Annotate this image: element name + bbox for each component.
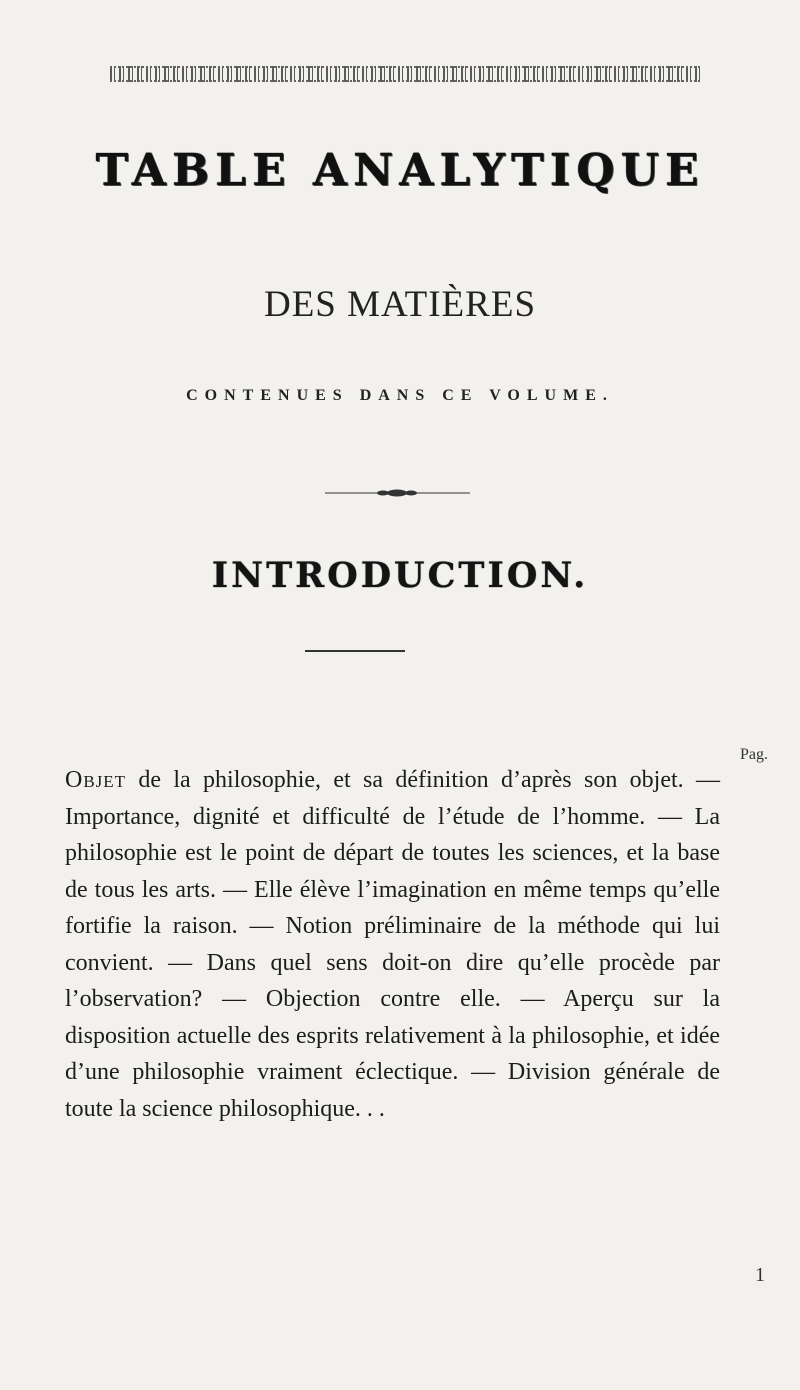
contents-entry [65, 762, 720, 1127]
top-ornament-border [110, 66, 700, 82]
page-title: TABLE ANALYTIQUE [95, 145, 705, 196]
entry-page-number: 1 [755, 1264, 765, 1286]
contents-line: CONTENUES DANS CE VOLUME. [186, 387, 614, 404]
section-title: INTRODUCTION. [211, 555, 589, 596]
page-column-label: Pag. [740, 746, 768, 763]
entry-lead-word: Objet [65, 767, 127, 793]
ornament-rule-icon [325, 488, 470, 498]
section-divider [305, 650, 405, 652]
entry-text: de la philosophie, et sa définition d’après son objet. — Importance, dignité et difficulté de l’étude de l’homme. — La philosophie est le point de départ de toutes les sciences, et la base de tous les arts. — Elle élève l’imagination en même temps qu’elle fortifie la raison. — Notion préliminaire de la méthode qui lui convient. — Dans quel sens doit-on dire qu’elle procède par l’observation? — Objection contre elle. — Aperçu sur la disposition actuelle des esprits relativement à la philosophie, et idée d’une philosophie vraiment éclectique. — Division générale de toute la science philosophique. . . [65, 767, 720, 1122]
page-subtitle: DES MATIÈRES [263, 284, 537, 325]
